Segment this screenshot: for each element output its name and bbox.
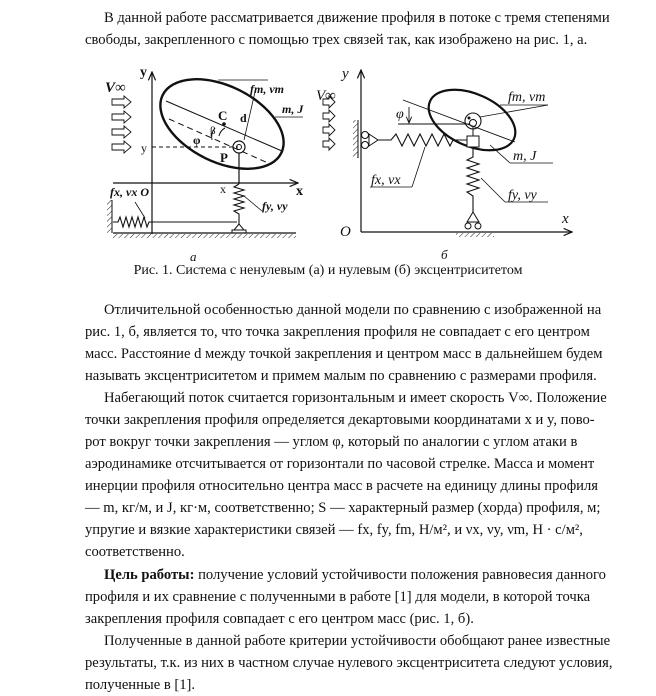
paragraph-line: Набегающий поток считается горизонтальным и имеет скорость V∞. Положение: [104, 390, 607, 406]
paragraph-line: результаты, т.к. из них в частном случае нулевого эксцентриситета следуют условия,: [85, 655, 613, 671]
d-label: d: [240, 111, 247, 125]
fm-nm-label: fm, νm: [508, 90, 546, 105]
paragraph-line: Полученные в данной работе критерии устойчивости обобщают ранее известные: [104, 633, 611, 649]
paragraph-line: полученные в [1].: [85, 677, 196, 693]
paragraph-line: Отличительной особенностью данной модели по сравнению с изображенной на: [104, 302, 602, 318]
fm-nm-label: fm, νm: [250, 82, 284, 96]
p-label: P: [220, 150, 228, 165]
spring-y: [467, 147, 479, 212]
fy-ny-label: fy, νy: [262, 199, 288, 213]
figure-b: [316, 66, 572, 262]
intro-line: свободы, закрепленного с помощью трех связей так, как изображено на рис. 1, а.: [85, 32, 588, 48]
y-coord-label: y: [141, 141, 147, 155]
m-j-label: m, J: [282, 102, 304, 116]
figure-a-label: а: [190, 249, 197, 262]
spring-y: [234, 184, 244, 224]
flow-arrows-icon: [323, 96, 335, 150]
roller-icon: [475, 223, 481, 229]
ground-hatch: [113, 234, 296, 238]
intro-line: В данной работе рассматривается движение профиля в потоке с тремя степенями: [104, 10, 610, 26]
fx-nx-label: fx, νx O: [110, 185, 149, 199]
goal-text: получение условий устойчивости положения равновесия данного: [194, 567, 606, 583]
leader: [481, 178, 505, 202]
m-j-label: m, J: [513, 149, 537, 164]
phi-label: φ: [193, 133, 201, 147]
paragraph-line: рис. 1, б, является то, что точка закрепления профиля не совпадает с его центром: [85, 324, 590, 340]
ground-hatch: [456, 233, 494, 237]
hinge-icon: [369, 134, 378, 146]
flow-arrows-icon: [112, 96, 131, 153]
x-axis-label: x: [296, 184, 303, 199]
slider-block: [467, 136, 479, 147]
support-icon: [234, 224, 244, 230]
leader: [480, 105, 548, 117]
dashed-axis: [169, 119, 268, 163]
origin-label: O: [340, 224, 351, 240]
y-axis-label: y: [140, 65, 147, 80]
phi-label: φ: [396, 107, 404, 122]
paragraph-line: закрепления профиля совпадает с его центром масс (рис. 1, б).: [85, 611, 474, 627]
fx-nx-label: fx, νx: [371, 173, 401, 188]
roller-icon: [362, 132, 369, 139]
support-icon: [467, 212, 479, 222]
wall-hatch: [107, 200, 112, 233]
leader: [490, 145, 510, 163]
pivot-icon: [233, 141, 245, 153]
goal-label: Цель работы:: [104, 567, 195, 583]
x-coord-label: x: [220, 182, 226, 196]
v-inf-label: V∞: [105, 80, 126, 96]
goal-line: [104, 564, 606, 586]
y-axis-label: y: [342, 66, 349, 82]
paragraph-line: рот вокруг точки закрепления — углом φ, который по аналогии с углом атаки в: [85, 434, 578, 450]
wall-hatch: [353, 120, 358, 158]
pivot-inner: [470, 120, 477, 127]
leader: [244, 196, 262, 211]
roller-icon: [465, 223, 471, 229]
beta-label: β: [210, 125, 216, 137]
x-axis-label: x: [562, 211, 569, 227]
figure-1: [0, 0, 656, 262]
paragraph-line: инерции профиля относительно центра масс в расчете на единицу длины профиля: [85, 478, 598, 494]
paragraph-line: упругие и вязкие характеристики связей — fx, fy, fm, Н/м², и νx, νy, νm, Н · с/м²,: [85, 522, 583, 538]
figure-b-label: б: [441, 247, 448, 262]
spring-x: [113, 217, 237, 227]
fy-ny-label: fy, νy: [508, 188, 537, 203]
figure-a: [105, 61, 304, 262]
c-label: C: [218, 108, 228, 123]
figure-caption: Рис. 1. Система с ненулевым (а) и нулевым (б) эксцентриситетом: [133, 263, 523, 278]
mass-center: [468, 117, 471, 120]
paragraph-line: масс. Расстояние d между точкой закрепления и центром масс в дальнейшем будем: [85, 346, 603, 362]
paragraph-line: соответственно.: [85, 544, 185, 560]
paragraph-line: точки закрепления профиля определяется декартовыми координатами x и y, пово-: [85, 412, 595, 428]
leader: [135, 202, 145, 218]
paragraph-line: — m, кг/м, и J, кг·м, соответственно; S — характерный размер (хорда) профиля, м;: [85, 500, 601, 516]
roller-icon: [362, 142, 369, 149]
paragraph-line: аэродинамике отсчитывается от горизонтали по часовой стрелке. Масса и момент: [85, 456, 595, 472]
v-inf-label: V∞: [316, 88, 336, 104]
paragraph-line: профиля и их сравнение с полученными в работе [1] для модели, в которой точка: [85, 589, 591, 605]
leader: [412, 147, 425, 187]
paragraph-line: называть эксцентриситетом и примем малым по сравнению с размерами профиля.: [85, 368, 597, 384]
